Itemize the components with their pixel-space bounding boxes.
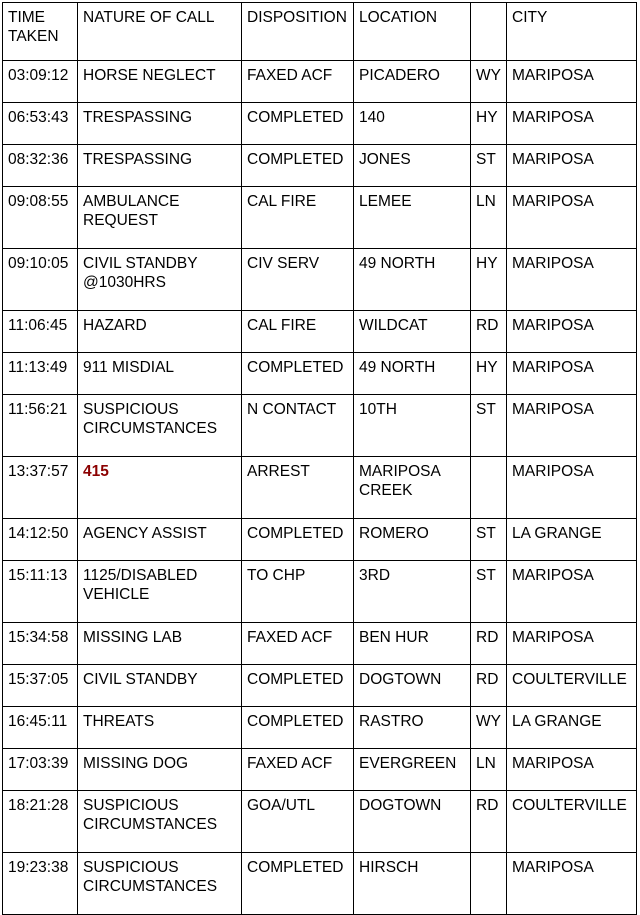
table-row — [3, 561, 637, 623]
cell-street-suffix: LN — [471, 187, 507, 249]
cell-nature-of-call: SUSPICIOUS CIRCUMSTANCES — [78, 853, 242, 915]
cell-disposition: FAXED ACF — [242, 61, 354, 103]
cell-nature-of-call: HAZARD — [78, 311, 242, 353]
header-disposition: DISPOSITION — [242, 3, 354, 61]
table-row — [3, 457, 637, 519]
cell-nature-of-call: SUSPICIOUS CIRCUMSTANCES — [78, 791, 242, 853]
table-row — [3, 61, 637, 103]
cell-street-suffix: ST — [471, 561, 507, 623]
cell-disposition: N CONTACT — [242, 395, 354, 457]
cell-location: RASTRO — [354, 707, 471, 749]
cell-nature-of-call: 1125/DISABLED VEHICLE — [78, 561, 242, 623]
header-street-suffix — [471, 3, 507, 61]
cell-location: MARIPOSA CREEK — [354, 457, 471, 519]
table-row — [3, 395, 637, 457]
header-time-taken: TIME TAKEN — [3, 3, 78, 61]
cell-city: MARIPOSA — [507, 311, 637, 353]
cell-time: 11:06:45 — [3, 311, 78, 353]
table-row — [3, 311, 637, 353]
header-city: CITY — [507, 3, 637, 61]
cell-time: 19:23:38 — [3, 853, 78, 915]
cell-nature-of-call — [78, 457, 242, 519]
cell-nature-of-call: MISSING LAB — [78, 623, 242, 665]
cell-time: 06:53:43 — [3, 103, 78, 145]
cell-city: MARIPOSA — [507, 853, 637, 915]
cell-nature-of-call: TRESPASSING — [78, 103, 242, 145]
cell-time: 11:56:21 — [3, 395, 78, 457]
cell-street-suffix: HY — [471, 103, 507, 145]
cell-disposition: ARREST — [242, 457, 354, 519]
table-row — [3, 519, 637, 561]
cell-street-suffix: WY — [471, 707, 507, 749]
table-row — [3, 103, 637, 145]
cell-street-suffix: RD — [471, 665, 507, 707]
cell-disposition: FAXED ACF — [242, 749, 354, 791]
cell-time: 18:21:28 — [3, 791, 78, 853]
cell-time: 09:08:55 — [3, 187, 78, 249]
cell-time: 13:37:57 — [3, 457, 78, 519]
table-row — [3, 707, 637, 749]
cell-street-suffix: RD — [471, 311, 507, 353]
cell-disposition: TO CHP — [242, 561, 354, 623]
cell-city: MARIPOSA — [507, 395, 637, 457]
cell-disposition: COMPLETED — [242, 853, 354, 915]
cell-street-suffix: LN — [471, 749, 507, 791]
cell-nature-of-call: CIVIL STANDBY — [78, 665, 242, 707]
cell-city: MARIPOSA — [507, 457, 637, 519]
cell-disposition: COMPLETED — [242, 145, 354, 187]
cell-disposition: COMPLETED — [242, 103, 354, 145]
cell-street-suffix — [471, 853, 507, 915]
cell-time: 15:34:58 — [3, 623, 78, 665]
cell-nature-of-call: THREATS — [78, 707, 242, 749]
cell-nature-of-call: MISSING DOG — [78, 749, 242, 791]
header-location: LOCATION — [354, 3, 471, 61]
cell-city: COULTERVILLE — [507, 665, 637, 707]
cell-nature-of-call: CIVIL STANDBY @1030HRS — [78, 249, 242, 311]
cell-city: COULTERVILLE — [507, 791, 637, 853]
cell-time: 14:12:50 — [3, 519, 78, 561]
cell-location: LEMEE — [354, 187, 471, 249]
cell-disposition: FAXED ACF — [242, 623, 354, 665]
cell-city: MARIPOSA — [507, 61, 637, 103]
cell-street-suffix: RD — [471, 791, 507, 853]
cell-street-suffix: ST — [471, 145, 507, 187]
cell-disposition: CAL FIRE — [242, 187, 354, 249]
table-row — [3, 623, 637, 665]
cell-city: MARIPOSA — [507, 249, 637, 311]
cell-time: 17:03:39 — [3, 749, 78, 791]
table-row — [3, 353, 637, 395]
header-nature-of-call: NATURE OF CALL — [78, 3, 242, 61]
call-log-table — [2, 2, 637, 915]
cell-street-suffix: WY — [471, 61, 507, 103]
table-header-row — [3, 3, 637, 61]
cell-location: EVERGREEN — [354, 749, 471, 791]
cell-disposition: COMPLETED — [242, 665, 354, 707]
table-row — [3, 187, 637, 249]
cell-disposition: CAL FIRE — [242, 311, 354, 353]
cell-location: 3RD — [354, 561, 471, 623]
cell-nature-of-call: SUSPICIOUS CIRCUMSTANCES — [78, 395, 242, 457]
table-row — [3, 249, 637, 311]
cell-disposition: GOA/UTL — [242, 791, 354, 853]
cell-location: 49 NORTH — [354, 249, 471, 311]
cell-city: LA GRANGE — [507, 519, 637, 561]
cell-nature-of-call: AGENCY ASSIST — [78, 519, 242, 561]
cell-city: MARIPOSA — [507, 623, 637, 665]
cell-street-suffix — [471, 457, 507, 519]
cell-location: 140 — [354, 103, 471, 145]
cell-city: MARIPOSA — [507, 561, 637, 623]
cell-city: MARIPOSA — [507, 145, 637, 187]
cell-city: MARIPOSA — [507, 103, 637, 145]
cell-location: WILDCAT — [354, 311, 471, 353]
cell-street-suffix: ST — [471, 519, 507, 561]
cell-time: 09:10:05 — [3, 249, 78, 311]
cell-disposition: COMPLETED — [242, 707, 354, 749]
table-row — [3, 853, 637, 915]
cell-location: JONES — [354, 145, 471, 187]
table-row — [3, 665, 637, 707]
cell-location: PICADERO — [354, 61, 471, 103]
cell-disposition: COMPLETED — [242, 353, 354, 395]
table-row — [3, 791, 637, 853]
cell-nature-of-call: AMBULANCE REQUEST — [78, 187, 242, 249]
cell-time: 15:37:05 — [3, 665, 78, 707]
cell-nature-of-call: 911 MISDIAL — [78, 353, 242, 395]
table-row — [3, 145, 637, 187]
cell-time: 16:45:11 — [3, 707, 78, 749]
cell-time: 08:32:36 — [3, 145, 78, 187]
cell-city: MARIPOSA — [507, 749, 637, 791]
cell-city: MARIPOSA — [507, 187, 637, 249]
cell-time: 15:11:13 — [3, 561, 78, 623]
cell-street-suffix: RD — [471, 623, 507, 665]
cell-street-suffix: HY — [471, 249, 507, 311]
cell-street-suffix: HY — [471, 353, 507, 395]
cell-time: 03:09:12 — [3, 61, 78, 103]
cell-location: 49 NORTH — [354, 353, 471, 395]
cell-location: 10TH — [354, 395, 471, 457]
cell-street-suffix: ST — [471, 395, 507, 457]
cell-location: ROMERO — [354, 519, 471, 561]
cell-location: HIRSCH — [354, 853, 471, 915]
table-row — [3, 749, 637, 791]
highlighted-call-code: 415 — [83, 463, 109, 480]
cell-location: DOGTOWN — [354, 791, 471, 853]
cell-time: 11:13:49 — [3, 353, 78, 395]
cell-location: DOGTOWN — [354, 665, 471, 707]
cell-nature-of-call: HORSE NEGLECT — [78, 61, 242, 103]
cell-location: BEN HUR — [354, 623, 471, 665]
cell-disposition: COMPLETED — [242, 519, 354, 561]
cell-city: MARIPOSA — [507, 353, 637, 395]
cell-disposition: CIV SERV — [242, 249, 354, 311]
cell-city: LA GRANGE — [507, 707, 637, 749]
cell-nature-of-call: TRESPASSING — [78, 145, 242, 187]
